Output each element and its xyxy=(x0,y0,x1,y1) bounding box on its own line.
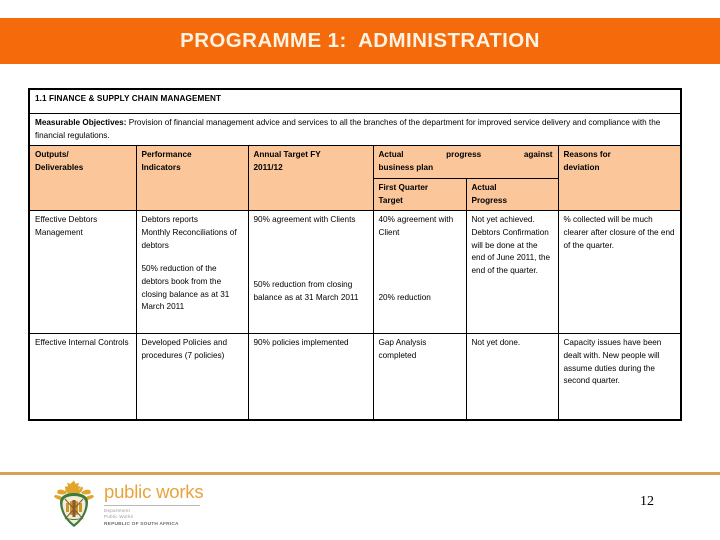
logo-sub-public-works: Public Works xyxy=(104,514,134,520)
col-header-actual-progress-group xyxy=(373,146,558,178)
cell-annual-target-1: 90% policies implemented xyxy=(248,334,373,421)
cell-annual-target-0-a: 90% agreement with Clients xyxy=(253,215,356,225)
table-row-section-title xyxy=(29,89,681,114)
cell-annual-target-0-b: 50% reduction from closing balance as at 31 March 2011 xyxy=(253,279,359,302)
col-header-outputs-line2: Deliverables xyxy=(35,163,84,173)
cell-first-quarter-0 xyxy=(373,211,466,334)
col-header-performance-indicators xyxy=(136,146,248,211)
cell-actual-progress-1: Not yet done. xyxy=(466,334,558,421)
col-header-actual-progress-sub xyxy=(466,178,558,210)
col-header-actual-progress-sub-line2: Progress xyxy=(471,195,507,205)
logo-sub-republic: REPUBLIC OF SOUTH AFRICA xyxy=(104,522,179,528)
table-row xyxy=(29,334,681,421)
col-header-first-quarter-line2: Target xyxy=(378,195,403,205)
col-header-reasons-line2: deviation xyxy=(563,163,600,173)
col-header-outputs-line1: Outputs/ xyxy=(35,150,69,160)
department-logo xyxy=(52,479,203,529)
measurable-objectives-cell xyxy=(29,114,681,146)
col-header-annual-target xyxy=(248,146,373,211)
col-header-actual-progress-line2: business plan xyxy=(378,163,434,173)
cell-indicator-0-c: 50% reduction of the debtors book from the closing balance as at 31 March 2011 xyxy=(141,264,230,312)
logo-divider xyxy=(104,505,200,506)
col-header-reasons-line1: Reasons for xyxy=(563,150,611,160)
col-header-actual-progress-sub-line1: Actual xyxy=(471,182,497,192)
table-row-objectives xyxy=(29,114,681,146)
table-row xyxy=(29,211,681,334)
col-header-first-quarter-target xyxy=(373,178,466,210)
cell-indicator-0 xyxy=(136,211,248,334)
cell-reasons-1: Capacity issues have been dealt with. New people will assume duties during the second quarter. xyxy=(558,334,681,421)
cell-first-quarter-0-b: 20% reduction xyxy=(378,292,431,302)
cell-actual-progress-0: Not yet achieved. Debtors Confirmation will be done at the end of June 2011, the end of the quarter. xyxy=(466,211,558,334)
south-africa-coat-of-arms-icon xyxy=(52,479,96,529)
cell-indicator-0-a: Debtors reports xyxy=(141,215,198,225)
programme-performance-table xyxy=(28,88,682,421)
objectives-text: Provision of financial management advice and services to all the branches of the department for improved service delivery and compliance with the financial regulations. xyxy=(35,118,661,140)
col-header-indicators-line1: Performance xyxy=(141,150,192,160)
table-row-column-headers xyxy=(29,146,681,178)
col-header-indicators-line2: Indicators xyxy=(141,163,181,173)
col-header-actual-progress-line1: Actual progress against xyxy=(378,150,553,160)
page-number: 12 xyxy=(640,494,654,509)
cell-first-quarter-1: Gap Analysis completed xyxy=(373,334,466,421)
col-header-first-quarter-line1: First Quarter xyxy=(378,182,429,192)
cell-annual-target-0 xyxy=(248,211,373,334)
section-title-cell: 1.1 FINANCE & SUPPLY CHAIN MANAGEMENT xyxy=(29,89,681,114)
col-header-reasons-for-deviation xyxy=(558,146,681,211)
cell-output-1: Effective Internal Controls xyxy=(29,334,136,421)
logo-wordmark xyxy=(104,479,203,528)
cell-output-0: Effective Debtors Management xyxy=(29,211,136,334)
col-header-outputs xyxy=(29,146,136,211)
col-header-annual-target-line2: 2011/12 xyxy=(253,163,283,173)
slide-title-banner xyxy=(0,18,720,64)
col-header-annual-target-line1: Annual Target FY xyxy=(253,150,321,160)
cell-indicator-0-b: Monthly Reconciliations of debtors xyxy=(141,227,237,250)
page-title: PROGRAMME 1: ADMINISTRATION xyxy=(180,29,540,52)
cell-first-quarter-0-a: 40% agreement with Client xyxy=(378,215,454,237)
objectives-label: Measurable Objectives: xyxy=(35,118,127,127)
cell-indicator-1: Developed Policies and procedures (7 policies) xyxy=(136,334,248,421)
logo-title: public works xyxy=(104,481,204,502)
cell-reasons-0: % collected will be much clearer after closure of the end of the quarter. xyxy=(558,211,681,334)
logo-sub-department: Department xyxy=(104,507,131,513)
footer-divider-rule xyxy=(0,472,720,475)
